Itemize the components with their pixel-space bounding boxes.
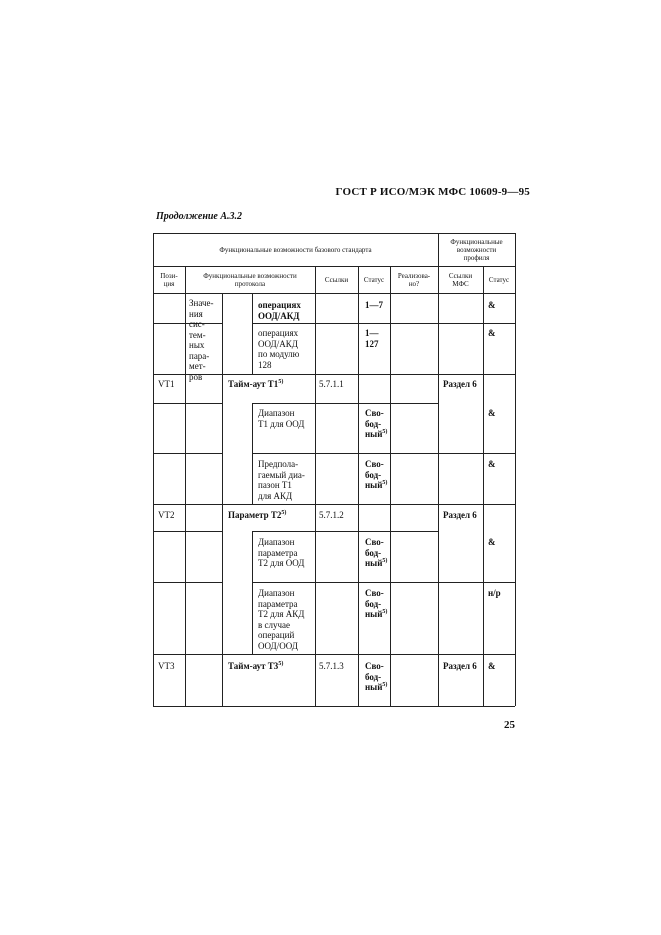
table-row-8-mfs-status: н/р bbox=[488, 588, 501, 598]
table-row-4-status: Сво- бод- ный$^{5)}$ bbox=[365, 408, 388, 439]
table-row-vt3-mfs-status: & bbox=[488, 661, 496, 671]
table-row-vt1-function: Тайм-аут T1$^{5)}$ bbox=[228, 379, 284, 389]
group-label-system-parameters: Значе- ния сис- тем- ных пара- мет- ров bbox=[189, 298, 214, 382]
header-mfs-status: Статус bbox=[488, 276, 510, 284]
table-row-1-function: операциях ООД/АКД bbox=[258, 300, 301, 321]
table-row-5-function: Предпола- гаемый диа- пазон T1 для АКД bbox=[258, 459, 305, 501]
table-row-vt3-function: Тайм-аут T3$^{5)}$ bbox=[228, 661, 284, 671]
header-status: Статус bbox=[363, 276, 385, 284]
header-mfs-references: Ссылки МФС bbox=[448, 272, 473, 288]
table-row-5-status: Сво- бод- ный$^{5)}$ bbox=[365, 459, 388, 490]
table-row-vt3-status: Сво- бод- ный$^{5)}$ bbox=[365, 661, 388, 692]
table-row-vt2-reference: 5.7.1.2 bbox=[319, 510, 344, 520]
table-row-7-status: Сво- бод- ный$^{5)}$ bbox=[365, 537, 388, 568]
header-protocol-functions: Функциональные возможности протокола bbox=[203, 272, 297, 288]
table-row-8-status: Сво- бод- ный$^{5)}$ bbox=[365, 588, 388, 619]
table-row-1-status: 1—7 bbox=[365, 300, 383, 310]
header-implemented: Реализова- но? bbox=[397, 272, 431, 288]
table-row-8-function: Диапазон параметра T2 для АКД в случае операций ООД/ООД bbox=[258, 588, 305, 651]
table-row-4-function: Диапазон T1 для ООД bbox=[258, 408, 305, 429]
table-continuation-caption: Продолжение А.3.2 bbox=[156, 211, 243, 222]
table-row-7-mfs-status: & bbox=[488, 537, 496, 547]
header-position: Пози- ция bbox=[160, 272, 178, 288]
table-row-1-mfs-status: & bbox=[488, 300, 496, 310]
table-row-5-mfs-status: & bbox=[488, 459, 496, 469]
table-row-4-mfs-status: & bbox=[488, 408, 496, 418]
table-row-vt2-function: Параметр T2$^{5)}$ bbox=[228, 510, 287, 520]
page-number: 25 bbox=[504, 719, 515, 731]
table-row-vt1-reference: 5.7.1.1 bbox=[319, 379, 344, 389]
table-row-vt2-position: VT2 bbox=[158, 510, 175, 520]
header-base-standard: Функциональные возможности базового стандарта bbox=[219, 246, 372, 254]
table-row-vt1-mfs-reference: Раздел 6 bbox=[443, 379, 477, 389]
document-header: ГОСТ Р ИСО/МЭК МФС 10609-9—95 bbox=[335, 186, 530, 198]
table-row-vt1-position: VT1 bbox=[158, 379, 175, 389]
table-row-2-mfs-status: & bbox=[488, 328, 496, 338]
header-profile: Функциональные возможности профиля bbox=[450, 238, 503, 262]
table-row-vt3-reference: 5.7.1.3 bbox=[319, 661, 344, 671]
header-references: Ссылки bbox=[324, 276, 349, 284]
table-row-vt3-position: VT3 bbox=[158, 661, 175, 671]
table-row-2-function: операциях ООД/АКД по модулю 128 bbox=[258, 328, 300, 370]
table-row-vt2-mfs-reference: Раздел 6 bbox=[443, 510, 477, 520]
table-row-7-function: Диапазон параметра T2 для ООД bbox=[258, 537, 305, 568]
table-row-vt3-mfs-reference: Раздел 6 bbox=[443, 661, 477, 671]
table-row-2-status: 1— 127 bbox=[365, 328, 379, 349]
